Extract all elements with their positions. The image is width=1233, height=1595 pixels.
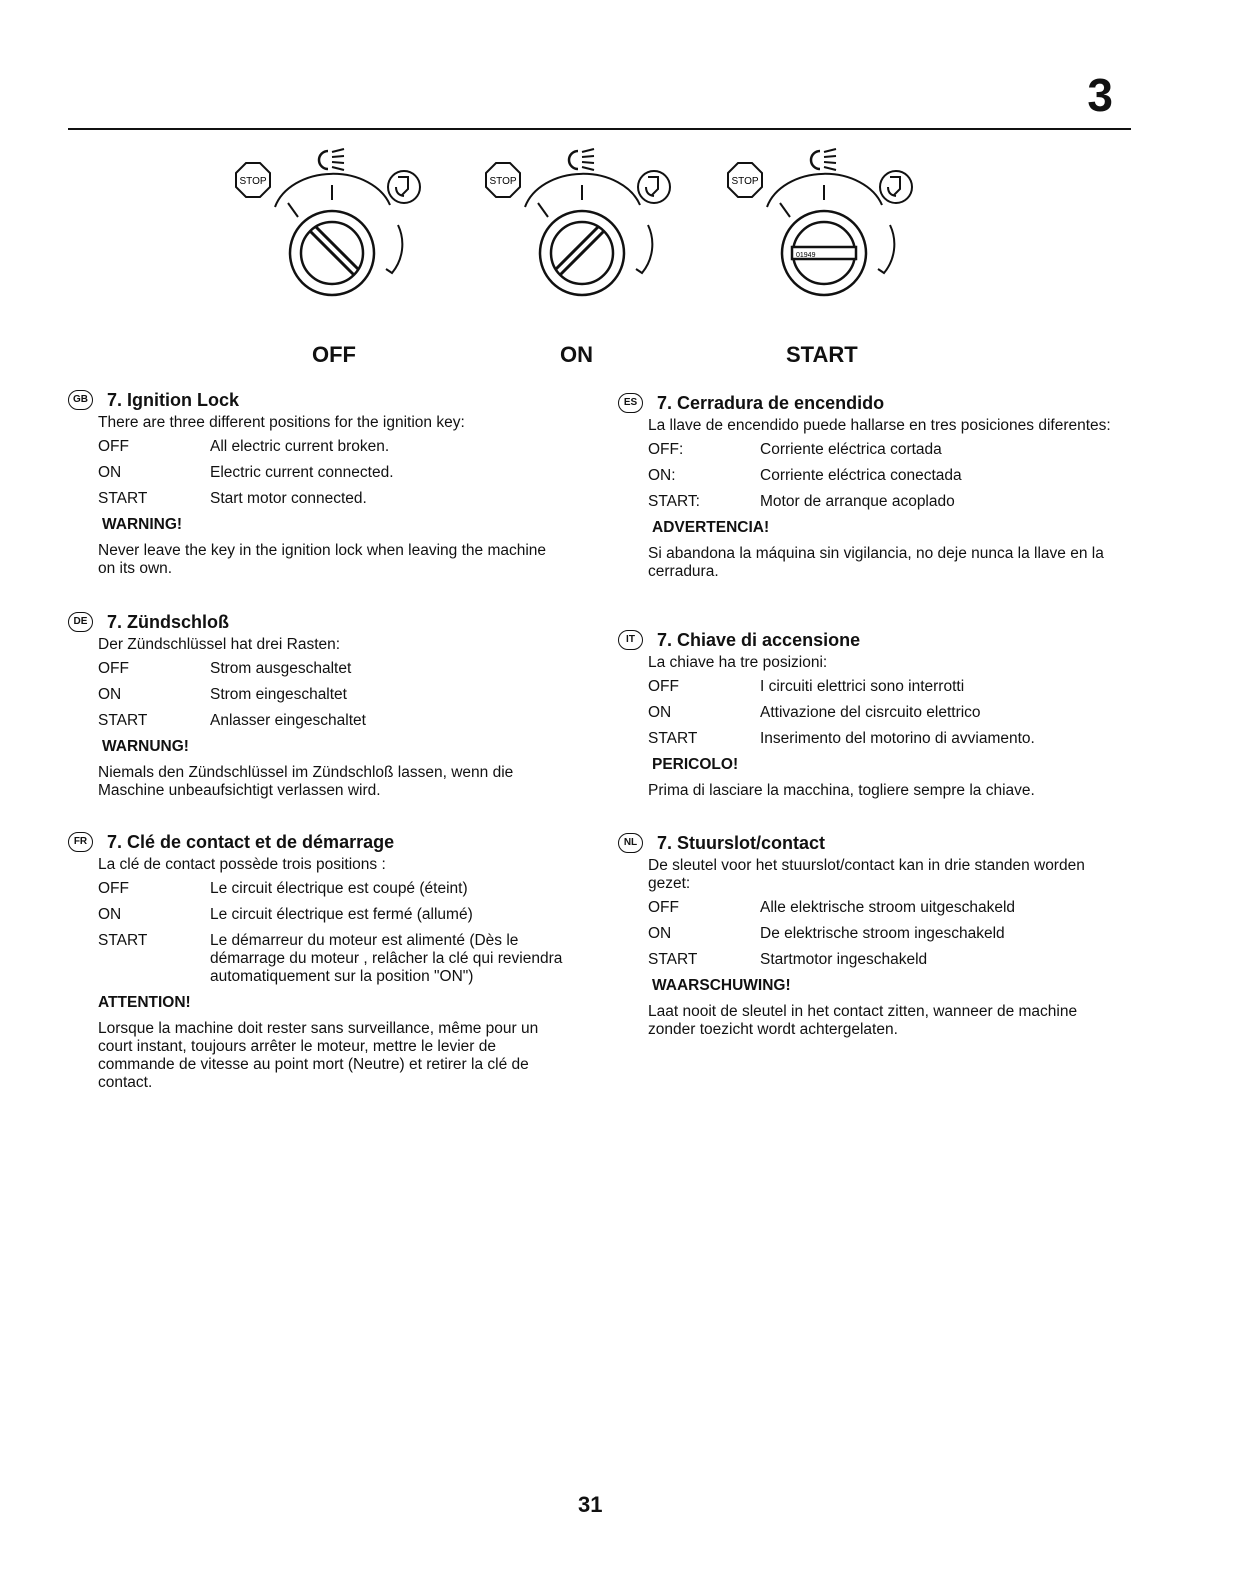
warning-text: Never leave the key in the ignition lock when leaving the machine on its own. [98,542,547,577]
section-title: 7. Ignition Lock [107,390,240,410]
position-row: START Start motor connected. [98,490,367,507]
warning-title: ATTENTION! [98,994,191,1011]
lang-badge-es: ES [618,393,643,413]
position-row: ON Electric current connected. [98,464,394,481]
engine-start-icon [880,171,912,203]
position-row: START Startmotor ingeschakeld [648,951,928,968]
section-nl [623,833,1114,1039]
warning-title: WAARSCHUWING! [652,977,791,994]
ignition-key-start [782,211,866,295]
headlight-icon [811,149,836,170]
position-row: ON De elektrische stroom ingeschakeld [648,925,1005,942]
stop-icon [728,163,762,197]
warning-text: Si abandona la máquina sin vigilancia, no deje nunca la llave en la cerradura. [648,545,1104,580]
section-title: 7. Chiave di accensione [657,630,861,650]
position-row: START Anlasser eingeschaltet [98,712,366,729]
position-row: ON Le circuit électrique est fermé (allumé) [98,906,473,923]
position-row: ON Attivazione del cisrcuito elettrico [648,704,981,721]
position-row: OFF: Corriente eléctrica cortada [648,441,942,458]
position-row: START Le démarreur du moteur est alimenté (Dès le démarrage du moteur , relâcher la clé qui reviendra automatiquement sur la position "ON") [98,932,563,985]
warning-title: ADVERTENCIA! [652,519,770,536]
lang-badge-de: DE [68,612,93,632]
warning-title: WARNUNG! [102,738,189,755]
warning-text: Laat nooit de sleutel in het contact zitten, wanneer de machine zonder toezicht wordt achtergelaten. [648,1003,1078,1038]
engine-start-icon [388,171,420,203]
section-title: 7. Clé de contact et de démarrage [107,832,395,852]
position-row: START: Motor de arranque acoplado [648,493,955,510]
position-row: OFF All electric current broken. [98,438,390,455]
position-row: START Inserimento del motorino di avviamento. [648,730,1035,747]
position-row: ON: Corriente eléctrica conectada [648,467,962,484]
section-title: 7. Stuurslot/contact [657,833,826,853]
section-intro: De sleutel voor het stuurslot/contact kan in drie standen worden gezet: [648,857,1085,892]
lang-badge-fr: FR [68,832,93,852]
ignition-diagram-start [712,145,932,305]
section-title: 7. Cerradura de encendido [657,393,885,413]
warning-title: WARNING! [102,516,183,533]
warning-title: PERICOLO! [652,756,739,773]
section-intro: La clé de contact possède trois positions : [98,856,386,873]
section-title: 7. Zündschloß [107,612,230,632]
position-row: OFF Alle elektrische stroom uitgeschakeld [648,899,1016,916]
key-code: 01949 [796,252,816,259]
position-row: OFF Le circuit électrique est coupé (éteint) [98,880,468,897]
section-intro: There are three different positions for the ignition key: [98,414,465,431]
header-rule [68,128,1131,130]
lang-badge-gb: GB [68,390,93,410]
warning-text: Lorsque la machine doit rester sans surveillance, même pour un court instant, toujours arrêter le moteur, mettre le levier de commande de vitesse au point mort (Neutre) et retirer la clé de contact. [98,1020,539,1091]
lang-badge-nl: NL [618,833,643,853]
page-number: 31 [578,1492,603,1517]
svg-text:STOP: STOP [731,176,759,187]
lang-badge-it: IT [618,630,643,650]
stop-icon [486,163,520,197]
ignition-diagram-on [470,145,690,305]
section-it [626,630,1114,800]
position-label-on: ON [560,342,593,367]
section-intro: Der Zündschlüssel hat drei Rasten: [98,636,341,653]
section-fr [73,832,565,1092]
svg-text:STOP: STOP [239,176,267,187]
warning-text: Prima di lasciare la macchina, togliere sempre la chiave. [648,782,1035,799]
section-gb [73,390,565,578]
position-row: ON Strom eingeschaltet [98,686,347,703]
section-es [623,393,1114,581]
engine-start-icon [638,171,670,203]
ignition-key-off [290,211,374,295]
position-label-start: START [786,342,858,367]
chapter-number: 3 [1087,69,1113,121]
position-row: OFF I circuiti elettrici sono interrotti [648,678,965,695]
position-row: OFF Strom ausgeschaltet [98,660,352,677]
svg-text:STOP: STOP [489,176,517,187]
section-intro: La llave de encendido puede hallarse en tres posiciones diferentes: [648,417,1111,434]
headlight-icon [319,149,344,170]
ignition-diagram-off [220,145,440,305]
ignition-key-on [540,211,624,295]
section-de [73,612,565,800]
section-intro: La chiave ha tre posizioni: [648,654,828,671]
position-label-off: OFF [312,342,356,367]
stop-icon [236,163,270,197]
warning-text: Niemals den Zündschlüssel im Zündschloß lassen, wenn die Maschine unbeaufsichtigt verlassen wird. [98,764,514,799]
headlight-icon [569,149,594,170]
